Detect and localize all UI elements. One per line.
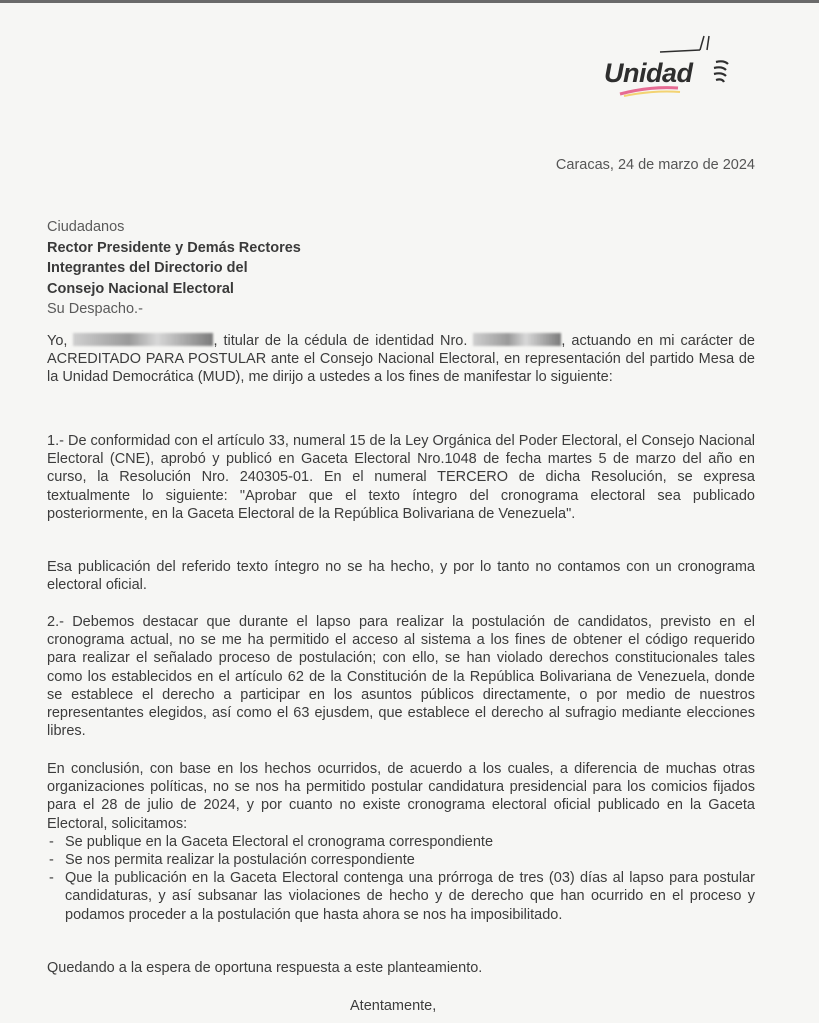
point-1-followup-text: Esa publicación del referido texto íntegro no se ha hecho, y por lo tanto no contamos con un cronograma electoral oficial. [47, 559, 755, 594]
addressee-line: Rector Presidente y Demás Rectores [47, 239, 301, 256]
intro-paragraph [47, 332, 755, 387]
conclusion-text: En conclusión, con base en los hechos ocurridos, de acuerdo a los cuales, a diferencia de muchas otras organizaciones políticas, no se nos ha permitido postular candidatura presidencial para los comicios fijados para el 28 de julio de 2024, y por cuanto no existe cronograma electoral oficial publicado en la Gaceta Electoral, solicitamos: [47, 761, 755, 832]
addressee-line: Consejo Nacional Electoral [47, 280, 234, 297]
request-item: - Se nos permita realizar la postulación correspondiente [47, 851, 755, 869]
point-2-text: 2.- Debemos destacar que durante el lapso para realizar la postulación de candidatos, previsto en el cronograma actual, no se me ha permitido el acceso al sistema a los fines de obtener el código requerido para realizar el señalado proceso de postulación; con ello, se han violado derechos constitucionales tales como los establecidos en el artículo 62 de la Constitución de la República Bolivariana de Venezuela, donde se establece el derecho a participar en los asuntos públicos directamente, o por medio de nuestros representantes elegidos, así como el 63 ejusdem, que establece el derecho al sufragio mediante elecciones libres. [47, 614, 755, 740]
addressee-block [47, 217, 301, 320]
intro-middle: , titular de la cédula de identidad Nro. [213, 333, 468, 349]
intro-prefix: Yo, [47, 333, 68, 349]
point-1-followup [47, 558, 755, 594]
unidad-logo [600, 32, 750, 102]
point-2-paragraph [47, 613, 755, 740]
redacted-id-number [473, 333, 561, 346]
page-top-edge [0, 0, 819, 3]
signoff: Atentamente, [350, 998, 437, 1014]
request-item: - Que la publicación en la Gaceta Electoral contenga una prórroga de tres (03) días al lapso para postular candidaturas, y así subsanar las violaciones de hecho y de derecho que han ocurrido en el proceso y podamos proceder a la postulación que hasta ahora se nos ha imposibilitado. [47, 869, 755, 924]
salutation: Ciudadanos [47, 219, 125, 235]
addressee-line: Integrantes del Directorio del [47, 260, 248, 276]
closing-line: Quedando a la espera de oportuna respuesta a este planteamiento. [47, 960, 483, 976]
addressee-closing: Su Despacho.- [47, 301, 143, 317]
logo-text: Unidad [604, 58, 693, 88]
redacted-name [73, 333, 213, 346]
point-1-paragraph [47, 432, 755, 523]
request-item: - Se publique en la Gaceta Electoral el cronograma correspondiente [47, 833, 755, 851]
intro-rest: , actuando en mi carácter de ACREDITADO PARA POSTULAR ante el Consejo Nacional Electoral, en representación del partido Mesa de la Unidad Democrática (MUD), me dirijo a ustedes a los fines de manifestar lo siguiente: [47, 333, 755, 386]
requests-list [47, 833, 755, 924]
conclusion-paragraph [47, 760, 755, 924]
letter-date: Caracas, 24 de marzo de 2024 [555, 157, 755, 173]
point-1-text: 1.- De conformidad con el artículo 33, numeral 15 de la Ley Orgánica del Poder Electoral, el Consejo Nacional Electoral (CNE), aprobó y publicó en Gaceta Electoral Nro.1048 de fecha martes 5 de marzo del año en curso, la Resolución Nro. 240305-01. En el numeral TERCERO de dicha Resolución, se expresa textualmente lo siguiente: "Aprobar que el texto íntegro del cronograma electoral sea publicado posteriormente, en la Gaceta Electoral de la República Bolivariana de Venezuela". [47, 433, 755, 522]
